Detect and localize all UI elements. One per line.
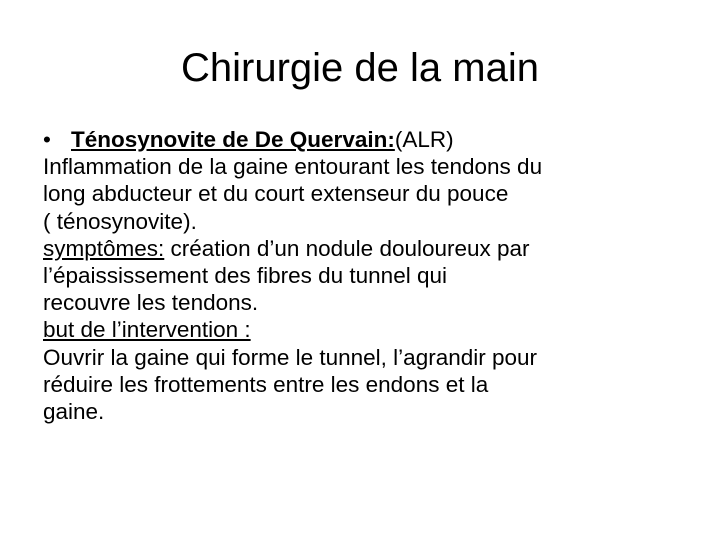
symptoms-label: symptômes: bbox=[43, 235, 165, 261]
symptoms-text: création d’un nodule douloureux par bbox=[164, 235, 530, 261]
inflammation-line-2: long abducteur et du court extenseur du pouce bbox=[43, 181, 509, 207]
symptoms-paragraph bbox=[43, 235, 683, 317]
procedure-line-1: Ouvrir la gaine qui forme le tunnel, l’agrandir pour bbox=[43, 344, 538, 370]
symptoms-line-3: recouvre les tendons. bbox=[43, 290, 259, 316]
condition-heading: Ténosynovite de De Quervain: bbox=[71, 127, 395, 152]
goal-label: but de l’intervention : bbox=[43, 317, 251, 343]
bullet-icon: • bbox=[43, 127, 51, 152]
symptoms-line-2: l’épaississement des fibres du tunnel qui bbox=[43, 263, 447, 289]
condition-suffix: (ALR) bbox=[394, 127, 454, 152]
procedure-paragraph bbox=[43, 344, 683, 426]
slide-title: Chirurgie de la main bbox=[181, 46, 539, 90]
procedure-line-3: gaine. bbox=[43, 399, 105, 425]
procedure-line-2: réduire les frottements entre les endons et la bbox=[43, 371, 489, 397]
inflammation-line-1: Inflammation de la gaine entourant les tendons du bbox=[43, 154, 543, 180]
bullet-heading-paragraph bbox=[43, 126, 683, 153]
inflammation-paragraph bbox=[43, 153, 683, 235]
symptoms-line-1 bbox=[43, 235, 683, 262]
goal-paragraph bbox=[43, 316, 683, 343]
slide-body bbox=[43, 126, 683, 425]
inflammation-line-3: ( ténosynovite). bbox=[43, 208, 197, 234]
